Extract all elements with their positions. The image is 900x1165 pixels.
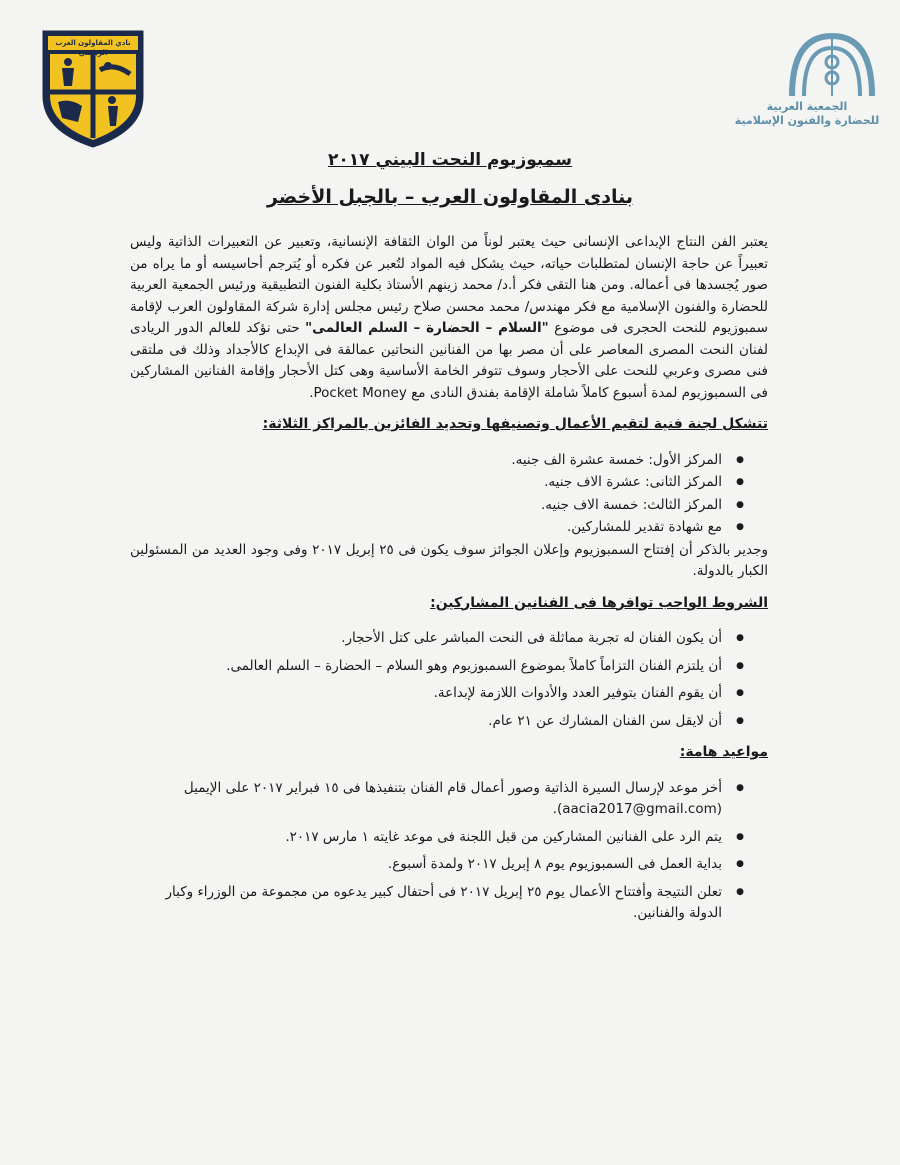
- deadline-end: .: [552, 801, 557, 817]
- club-logo-text: نادي المقاولون العرب الرياضي: [55, 39, 131, 57]
- document-title: سمبوزيوم النحت البيني ٢٠١٧: [328, 150, 572, 170]
- prizes-list: [130, 450, 768, 539]
- conditions-list: [130, 628, 768, 732]
- deadline-text: أخر موعد لإرسال السيرة الذاتية وصور أعمال قام الفنان بتنفيذها فى ١٥ فبراير ٢٠١٧ على الإيميل: [183, 779, 722, 796]
- club-logo: [38, 26, 148, 150]
- intro-theme: "السلام – الحضارة – السلم العالمى": [305, 320, 549, 336]
- document-body: [130, 232, 768, 931]
- intro-paragraph: [130, 232, 768, 404]
- intro-end: .: [309, 384, 314, 401]
- org-logo-line1: الجمعية العربية: [766, 100, 848, 113]
- title-block: [0, 150, 900, 208]
- org-logo-line2: للحضارة والفنون الإسلامية: [734, 114, 880, 127]
- pocket-money-text: Pocket Money: [313, 384, 407, 401]
- list-item: [130, 778, 744, 821]
- list-item: ● مع شهادة تقدير للمشاركين.: [130, 517, 744, 539]
- org-logo: [734, 26, 882, 136]
- dates-heading: مواعيد هامة:: [679, 744, 768, 760]
- intro-text-1: يعتبر الفن النتاج الإبداعى الإنسانى حيث يعتبر لوناً من الوان الثقافة الإنسانية، وتعبير عن التعبيرات الذاتية وليس تعبيراً عن حاجة الإنسان لمتطلبات حياته، حيث يشكل فيه المواد لتُعبر عن فكره أو يُترجم أحاسيسه أو ما يراه من صور يُجسدها فى أعماله. ومن هنا التقى فكر أ.د/ محمد زينهم الأستاذ بكلية الفنون التطبيقية ورئيس الجمعية العربية للحضارة والفنون الإسلامية مع فكر مهندس/ محمد محسن صلاح رئيس مجلس إدارة شركة المقاولون العرب لإقامة سمبوزيوم للنحت الحجرى فى موضوع: [130, 234, 768, 336]
- dates-list: [130, 778, 768, 925]
- conditions-heading: الشروط الواجب توافرها فى الفنانين المشاركين:: [430, 594, 768, 611]
- list-item: ● بداية العمل فى السمبوزيوم يوم ٨ إبريل ٢٠١٧ ولمدة أسبوع.: [130, 854, 744, 876]
- list-item: ● المركز الثانى: عشرة الاف جنيه.: [130, 472, 744, 494]
- list-item: ● يتم الرد على الفنانين المشاركين من قبل اللجنة فى موعد غايته ١ مارس ٢٠١٧.: [130, 827, 744, 849]
- list-item: ● أن يقوم الفنان بتوفير العدد والأدوات اللازمة لإبداعة.: [130, 683, 744, 705]
- email-text: (aacia2017@gmail.com): [557, 801, 722, 817]
- list-item: ● تعلن النتيجة وأفتتاح الأعمال يوم ٢٥ إبريل ٢٠١٧ فى أحتفال كبير يدعوه من مجموعة من الوزراء وكبار الدولة والفنانين.: [130, 882, 744, 925]
- intro-text-2: حتى نؤكد للعالم الدور الريادى لفنان النحت المصرى المعاصر على أن مصر بها من الفنانين النحاتين عمالقة فى الإبداع كالأجداد وذلك فى ملتقى فنى مصرى وعربي للنحت على الأحجار وسوف تتوفر الخامة الأساسية وهى كتل الأحجار وإقامة الفنانين المشاركين فى السمبوزيوم لمدة أسبوع كاملاً شاملة الإقامة بفندق النادى مع: [130, 320, 768, 401]
- list-item: ● أن يكون الفنان له تجربة مماثلة فى النحت المباشر على كتل الأحجار.: [130, 628, 744, 650]
- list-item: ● أن لايقل سن الفنان المشارك عن ٢١ عام.: [130, 711, 744, 733]
- org-logo-text: [732, 100, 882, 128]
- list-item: ● المركز الثالث: خمسة الاف جنيه.: [130, 495, 744, 517]
- list-item: ● أن يلتزم الفنان التزاماً كاملاً بموضوع السمبوزيوم وهو السلام – الحضارة – السلم العالمى.: [130, 656, 744, 678]
- list-item: ● المركز الأول: خمسة عشرة الف جنيه.: [130, 450, 744, 472]
- document-subtitle: بنادى المقاولون العرب – بالجبل الأخضر: [266, 186, 634, 208]
- committee-heading: تتشكل لجنة فنية لتقيم الأعمال وتصنيفها وتحديد الفائزين بالمراكز الثلاثة:: [262, 416, 768, 432]
- opening-note: وجدير بالذكر أن إفتتاح السمبوزيوم وإعلان الجوائز سوف يكون فى ٢٥ إبريل ٢٠١٧ وفى وجود العديد من المسئولين الكبار بالدولة.: [130, 541, 768, 579]
- org-emblem-icon: [772, 26, 882, 100]
